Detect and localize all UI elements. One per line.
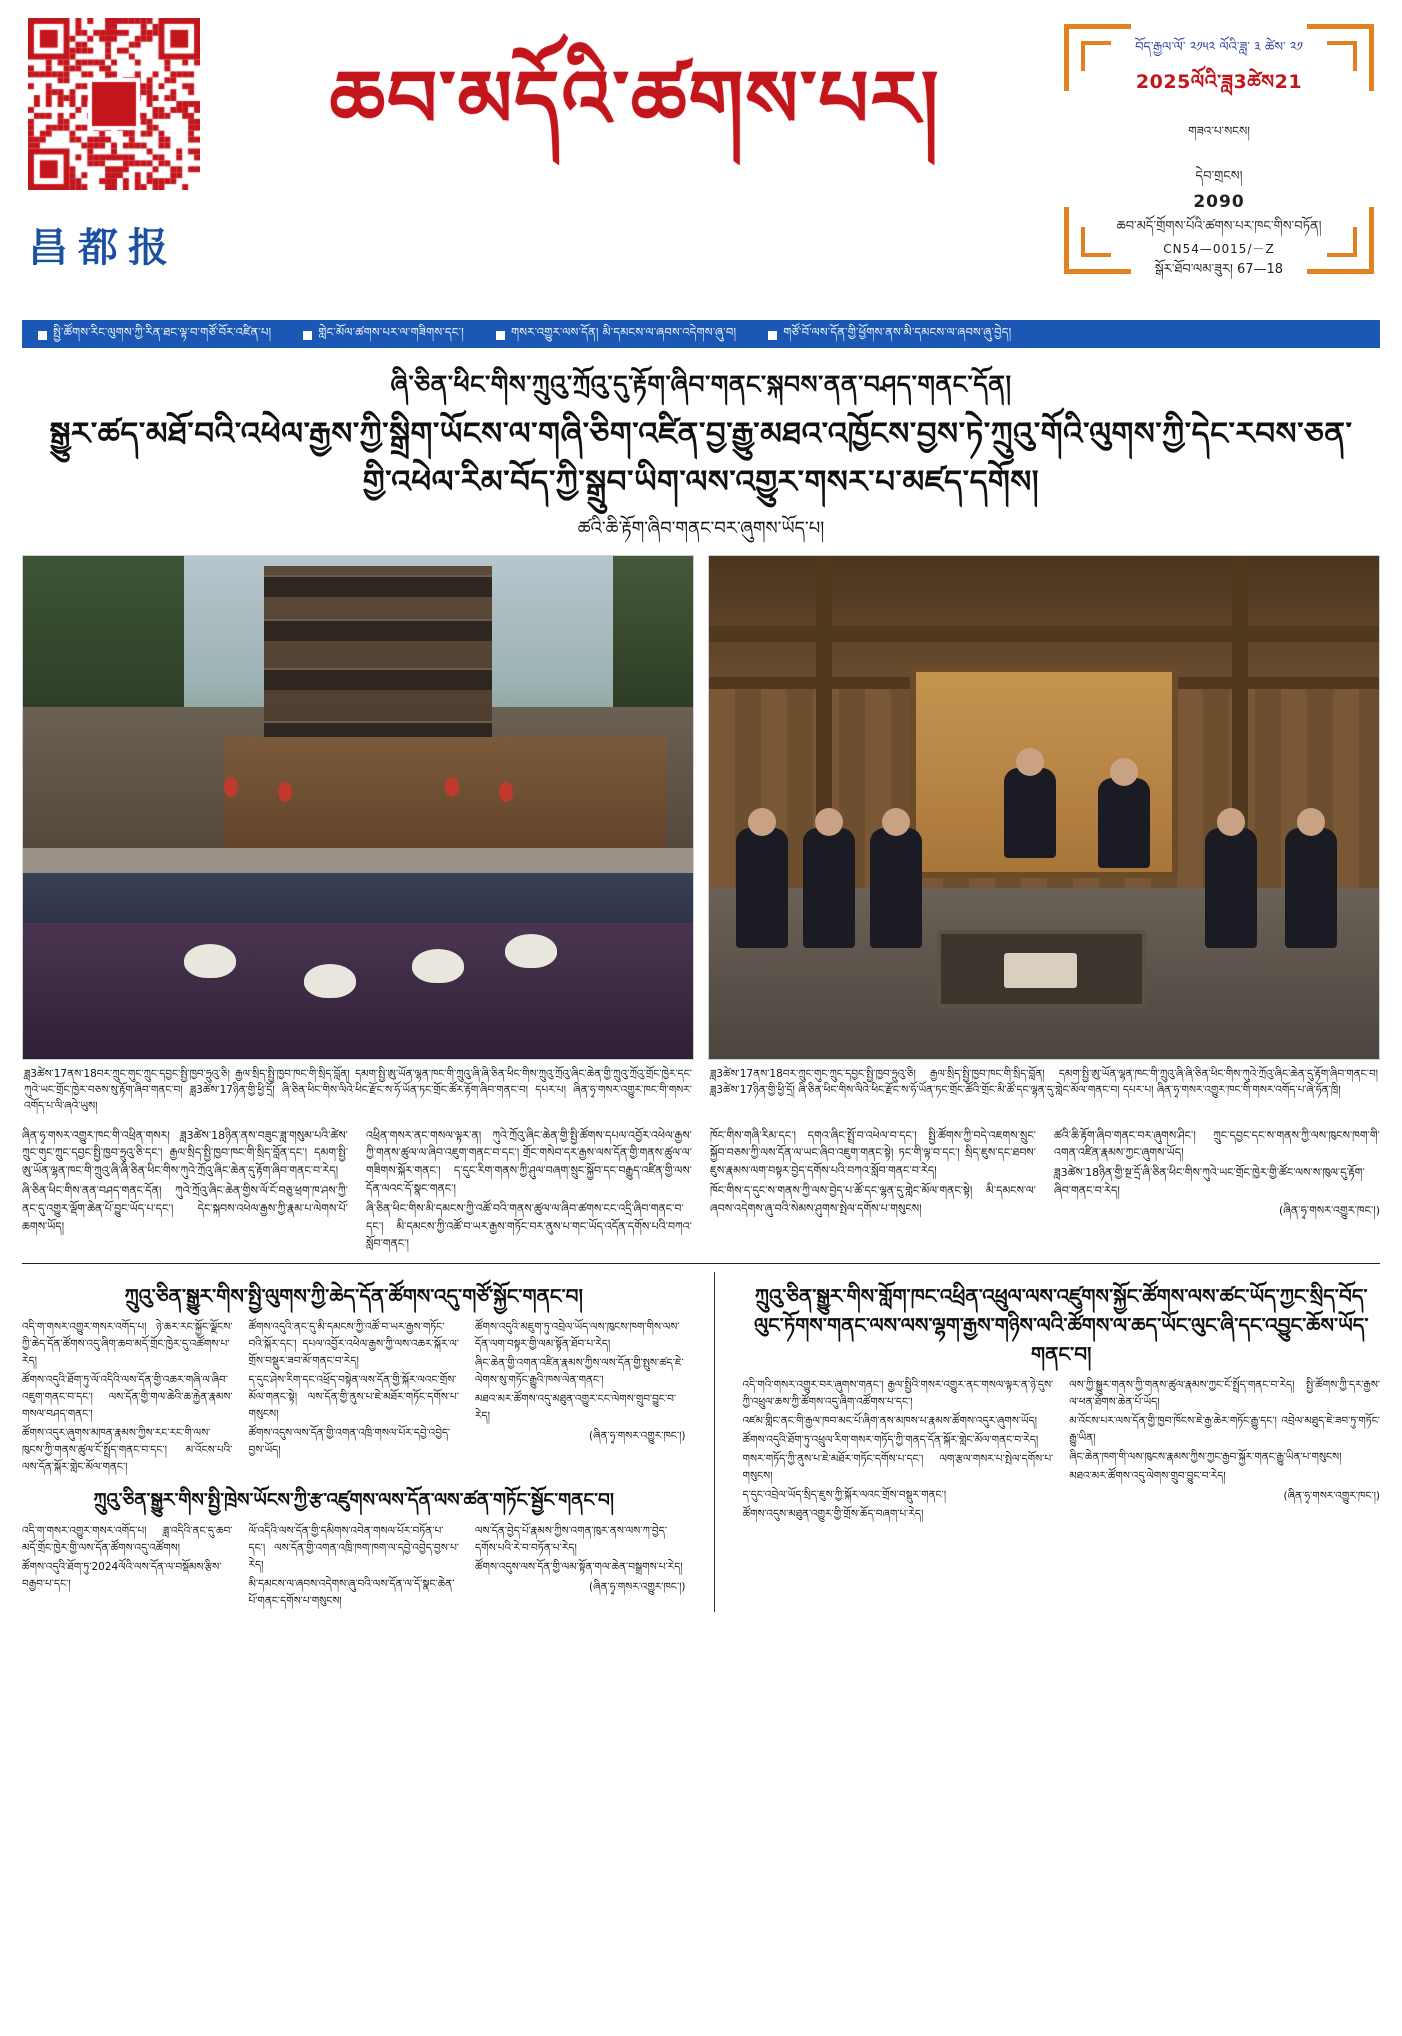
paragraph: འདི་ག་གསར་འགྱུར་གསར་འགོད་པ། ཟླ་འདིའི་ནང་དུ་ཆབ་མདོ་གྲོང་ཁྱེར་གྱི་ལས་དོན་ཚོགས་འདུ་འཚོགས། xyxy=(22,1525,233,1555)
lower-right-column xyxy=(743,1272,1380,1612)
paragraph: ཚོགས་འདུའི་ཐོག་ཏུ་འཕྲུལ་རིག་གསར་གཏོད་ཀྱི་གནད་དོན་སྐོར་གླེང་མོལ་གནང་བ་རེད། xyxy=(742,1434,1039,1447)
article-signature: (ཞིན་ཧྭ་གསར་འགྱུར་ཁང་།) xyxy=(589,1581,686,1594)
paragraph: ད་དུང་ཤེས་རིག་དང་འཕྲོད་བསྟེན་ལས་དོན་གྱི་སྐོར་ལའང་གྲོས་མོལ་གནང་སྟེ། ལས་དོན་གྱི་ནུས་པ་ཇེ་མཐོར་གཏོང་དགོས་པ་གསུངས། xyxy=(248,1374,459,1421)
lead-subhead: ཚའི་ཆི་རྟོག་ཞིབ་གནང་བར་ཞུགས་ཡོད་པ། xyxy=(577,517,825,539)
paragraph: ཚོགས་འདུས་ལས་དོན་གྱི་ལམ་སྟོན་གལ་ཆེན་བསྒྲགས་པ་རེད། xyxy=(475,1561,683,1574)
photo-caption: ཟླ3ཚེས་17ནས་18བར་ཀྲུང་གུང་ཀྲུང་དབྱང་སྤྱི་ཁྱབ་ཧྲུའུ་ཅི། རྒྱལ་སྲིད་སྤྱི་ཁྱབ་ཁང་གི་སྲིད་བློན། དམག་སྤྱི་ཨུ་ཡོན་ལྷན་ཁང་གི་ཀྲུའུ་ཞི་ཞི་ཅིན་ཕིང་གིས་ཀུའེ་ཀྲོའུ་ཞིང་ཆེན་དུ་རྟོག་ཞིབ་གནང་བ། ཟླ3ཚེས་17ཉིན་གྱི་ཕྱི་དྲོ། ཞི་ཅིན་ཕིང་གིས་ལིའེ་ཕིང་རྫོང་ས་ཧོ་ཡོན་ཏང་གྲོང་ཚོའི་གྲོང་མི་ཚོ་དང་ལྷན་དུ་གླེང་མོལ་གནང་བ། དཔར་པ། ཞིན་ཧྭ་གསར་འགྱུར་ཁང་གི་གསར་འགོད་པ་ཞེ་ཧོན་ཁྲི། xyxy=(710,1067,1378,1097)
section-column-1 xyxy=(22,1523,233,1612)
paragraph: ཞིང་ཆེན་གྱི་འགན་འཛིན་རྣམས་ཀྱིས་ལས་དོན་གྱི་སྤུས་ཚད་ཇེ་ལེགས་སུ་གཏོང་རྒྱུའི་ཁས་ལེན་གནང་། xyxy=(475,1357,684,1387)
page-title: ཆབ་མདོའི་ཚགས་པར། xyxy=(329,55,941,145)
square-bullet-icon xyxy=(496,331,505,340)
lead-headline-block xyxy=(0,348,1402,545)
article-signature: (ཞིན་ཧྭ་གསར་འགྱུར་ཁང་།) xyxy=(1278,1203,1380,1217)
section-column-1 xyxy=(22,1319,233,1478)
lead-body-column-1 xyxy=(22,1127,348,1256)
section-title: ཀྲུའུ་ཅིན་སྒྱུར་གིས་སྤྱི་ལུགས་ཀྱི་ཆེད་དོན་ཚོགས་འདུ་གཙོ་སྐྱོང་གནང་བ། xyxy=(124,1284,583,1309)
photo-village-gathering xyxy=(22,555,694,1060)
issue-label: དེབ་གྲངས། xyxy=(1195,168,1243,184)
paragraph: མཐའ་མར་ཚོགས་འདུ་མཐུན་འགྱུར་ངང་ལེགས་གྲུབ་བྱུང་བ་རེད། xyxy=(475,1393,677,1423)
lead-body-column-2 xyxy=(366,1127,692,1256)
section-divider xyxy=(22,1263,1380,1264)
paragraph: ཟླ3ཚེས་18ཉིན་གྱི་སྔ་དྲོ་ཞི་ཅིན་ཕིང་གིས་ཀུའེ་ཡང་གྲོང་ཁྱེར་གྱི་ཚོང་ལས་ས་ཁུལ་དུ་རྟོག་ཞིབ་གནང་བ་རེད། xyxy=(1054,1166,1365,1198)
nav-item-label: གཙོ་བོ་ལས་དོན་གྱི་ཕྱོགས་ནས་མི་དམངས་ལ་ཞབས་ཞུ་བྱེད། xyxy=(783,324,1012,339)
lead-headline: སྒྱུར་ཚད་མཐོ་བའི་འཕེལ་རྒྱས་ཀྱི་སྒྲིག་ཡོངས་ལ་གཞི་ཅིག་འཛིན་བྱ་རྒྱུ་མཐའ་འཁྱོངས་བྱས་ཏེ་ཀྲུའུ་གོའི་ལུགས་ཀྱི་དེང་རབས་ཅན་གྱི་འཕེལ་རིམ་བོད་ཀྱི་སྒྲུབ་ཡིག་ལས་འགྱུར་གསར་པ་མཛད་དགོས། xyxy=(49,415,1353,500)
section-title: ཀྲུའུ་ཅིན་སྒྱུར་གིས་སྤྱི་ཁྲེས་ཡོངས་ཀྱི་རྩ་འཛུགས་ལས་དོན་ལས་ཚན་གཏོང་སྦྱོང་གནང་བ། xyxy=(93,1490,614,1512)
chinese-paper-name: 昌都报 xyxy=(28,225,178,271)
photo-column-right xyxy=(708,555,1380,1115)
price-value: 67—18 xyxy=(1236,261,1284,277)
paragraph: འཛམ་གླིང་ནང་གི་རྒྱལ་ཁབ་མང་པོ་ཞིག་ནས་མཁས་པ་རྣམས་ཚོགས་འདུར་ཞུགས་ཡོད། xyxy=(742,1415,1038,1428)
article-signature: (ཞིན་ཧྭ་གསར་འགྱུར་ཁང་།) xyxy=(589,1430,686,1443)
paragraph: ཚོགས་འདུར་ཞུགས་མཁན་རྣམས་ཀྱིས་རང་རང་གི་ལས་ཁུངས་ཀྱི་གནས་ཚུལ་ངོ་སྤྲོད་གནང་བ་དང་། མ་འོངས་པའི་ལས་དོན་སྐོར་གླེང་མོལ་གནང་། xyxy=(22,1427,233,1474)
paragraph: འདི་ག་གསར་འགྱུར་གསར་འགོད་པ། ཉེ་ཆར་རང་སྐྱོང་ལྗོངས་ཀྱི་ཆེད་དོན་ཚོགས་འདུ་ཞིག་ཆབ་མདོ་གྲོང་ཁྱེར་དུ་འཚོགས་པ་རེད། xyxy=(22,1321,233,1368)
tibetan-date: བོད་རྒྱལ་ལོ་ ༢༡༥༢ ལོའི་ཟླ་ ༣ ཚེས་ ༢༡ xyxy=(1135,40,1303,55)
nav-item-3[interactable] xyxy=(752,319,1027,352)
section-column-2 xyxy=(1069,1377,1380,1525)
qr-block xyxy=(28,18,206,273)
section-column-2 xyxy=(249,1523,460,1612)
masthead xyxy=(0,0,1402,318)
paragraph: མི་དམངས་ལ་ཞབས་འདེགས་ཞུ་བའི་ལས་དོན་ལ་དོ་སྣང་ཆེན་པོ་གནང་དགོས་པ་གསུངས། xyxy=(248,1578,455,1608)
section-column-3 xyxy=(475,1319,686,1478)
qr-code[interactable] xyxy=(28,18,200,190)
paragraph: ཚོགས་འདུའི་ཐོག་ཏུ་ལོ་འདིའི་ལས་དོན་གྱི་འཆར་གཞི་ལ་ཞིབ་འཇུག་གནང་བ་དང་། ལས་དོན་གྱི་གལ་ཆེའི་ཆ་རྐྱེན་རྣམས་གསལ་བཤད་གནང་། xyxy=(22,1374,233,1421)
section-column-3 xyxy=(475,1523,686,1612)
price-label: སྒོར་ཐོབ་ལམ་ཟུར། xyxy=(1154,261,1233,277)
square-bullet-icon xyxy=(38,331,47,340)
gregorian-date: 2025ལོའི་ཟླ3ཚེས21 xyxy=(1135,70,1303,93)
paragraph: ཞི་ཅིན་ཕིང་གིས་ནན་བཤད་གནང་དོན། ཀུའེ་ཀྲོའུ་ཞིང་ཆེན་གྱིས་ལོ་ངོ་བཅུ་ཕྲག་ཁ་ཤས་ཀྱི་ནང་དུ་འགྱུར་ལྡོག་ཆེན་པོ་བྱུང་ཡོད་པ་དང་། དེང་སྐབས་འཕེལ་རྒྱས་ཀྱི་རྣམ་པ་ལེགས་པོ་ཆགས་ཡོད། xyxy=(22,1184,348,1233)
nav-item-2[interactable] xyxy=(480,319,752,352)
paragraph: ལས་དོན་བྱེད་པོ་རྣམས་ཀྱིས་འགན་ཁུར་ནས་ལས་ཀ་བྱེད་དགོས་པའི་རེ་བ་བཏོན་པ་རེད། xyxy=(475,1525,668,1555)
lead-body xyxy=(22,1127,1380,1256)
section-columns xyxy=(743,1377,1380,1525)
issue-info-block xyxy=(1064,24,1374,277)
paragraph: ཚོགས་འདུའི་ནང་དུ་མི་དམངས་ཀྱི་འཚོ་བ་ཡར་རྒྱས་གཏོང་བའི་སྐོར་དང་། དཔལ་འབྱོར་འཕེལ་རྒྱས་ཀྱི་ལས་འཆར་སྐོར་ལ་གྲོས་བསྡུར་ཟབ་མོ་གནང་བ་རེད། xyxy=(248,1321,459,1368)
photo-column-left xyxy=(22,555,694,1115)
paragraph: ཁོང་གིས་གཞི་རིམ་དང་། དགའ་ཞིང་སྤྲོ་བ་འཕེལ་བ་དང་། སྤྱི་ཚོགས་ཀྱི་བདེ་འཇགས་སྲུང་སྐྱོབ་བཅས་ཀྱི་ལས་དོན་ལ་ཡང་ཞིབ་འཇུག་གནང་སྟེ། ཏང་གི་ལྟ་བ་དང་། སྲིད་ཇུས་དང་ཐབས་ཇུས་རྣམས་ལག་བསྟར་བྱེད་དགོས་པའི་བཀའ་སློབ་གནང་བ་རེད། xyxy=(710,1128,1036,1178)
lead-kicker: ཞི་ཅིན་ཕིང་གིས་ཀྲུའུ་ཀྲོའུ་དུ་རྟོག་ཞིབ་གནང་སྐབས་ནན་བཤད་གནང་དོན། xyxy=(390,370,1012,399)
paragraph: ཚའི་ཆི་རྟོག་ཞིབ་གནང་བར་ཞུགས་ཤིང་། ཀྲུང་དབྱང་དང་ས་གནས་ཀྱི་ལས་ཁུངས་ཁག་གི་འགན་འཛིན་རྣམས་ཀྱང་ཞུགས་ཡོད། xyxy=(1054,1128,1380,1160)
paragraph: ད་དུང་འབྲེལ་ཡོད་སྲིད་ཇུས་ཀྱི་སྐོར་ལའང་གྲོས་བསྡུར་གནང་། xyxy=(742,1489,947,1502)
issue-number: 2090 xyxy=(1193,191,1245,212)
lower-left-column xyxy=(22,1272,686,1612)
paragraph: ཞིན་ཧྭ་གསར་འགྱུར་ཁང་གི་འཕྲིན་གསར། ཟླ3ཚེས་18ཉིན་ནས་བཟུང་ཟླ་གསུམ་པའི་ཚེས་ ཀྲུང་གུང་ཀྲུང་དབྱང་སྤྱི་ཁྱབ་ཧྲུའུ་ཅི་དང་། རྒྱལ་སྲིད་སྤྱི་ཁྱབ་ཁང་གི་སྲིད་བློན་དང་། དམག་སྤྱི་ཨུ་ཡོན་ལྷན་ཁང་གི་ཀྲུའུ་ཞི་ཞི་ཅིན་ཕིང་གིས་ཀུའེ་ཀྲོའུ་ཞིང་ཆེན་དུ་རྟོག་ཞིབ་གནང་བ་རེད། xyxy=(22,1128,348,1178)
lead-body-column-3 xyxy=(710,1127,1036,1256)
paragraph: ཞི་ཅིན་ཕིང་གིས་མི་དམངས་ཀྱི་འཚོ་བའི་གནས་ཚུལ་ལ་ཞིབ་ཚགས་ངང་འདྲི་ཞིབ་གནང་བ་དང་། མི་དམངས་ཀྱི་འཚོ་བ་ཡར་རྒྱས་གཏོང་བར་ནུས་པ་གང་ཡོད་འདོན་དགོས་པའི་བཀའ་སློབ་གནང་། xyxy=(366,1201,692,1251)
nav-item-0[interactable] xyxy=(22,319,287,352)
lead-body-column-4 xyxy=(1054,1127,1380,1256)
photo-caption: ཟླ3ཚེས་17ནས་18བར་ཀྲུང་གུང་ཀྲུང་དབྱང་སྤྱི་ཁྱབ་ཧྲུའུ་ཅི། རྒྱལ་སྲིད་སྤྱི་ཁྱབ་ཁང་གི་སྲིད་བློན། དམག་སྤྱི་ཨུ་ཡོན་ལྷན་ཁང་གི་ཀྲུའུ་ཞི་ཞི་ཅིན་ཕིང་གིས་ཀྲུའུ་ཀྲོའུ་ཞིང་ཆེན་གྱི་ཀྲུའུ་ཀྲོའུ་གྲོང་ཁྱེར་དང་ཀུའེ་ཡང་གྲོང་ཁྱེར་བཅས་སུ་རྟོག་ཞིབ་གནང་བ། ཟླ3ཚེས་17ཉིན་གྱི་ཕྱི་དྲོ། ཞི་ཅིན་ཕིང་གིས་ལིའེ་ཕིང་རྫོང་ས་ཧོ་ཡོན་ཏང་གྲོང་ཚོར་རྟོག་ཞིབ་གནང་བ། དཔར་པ། ཞིན་ཧྭ་གསར་འགྱུར་ཁང་གི་གསར་འགོད་པ་ལི་ཞའེ་ཡུས། xyxy=(24,1067,692,1113)
paragraph: ཚོགས་འདུས་མཐུན་འགྱུར་གྱི་གྲོས་ཆོད་བཞག་པ་རེད། xyxy=(742,1508,924,1521)
paragraph: འདི་གའི་གསར་འགྱུར་བར་ཞུགས་གནང་། རྒྱལ་སྤྱིའི་གསར་འགྱུར་ནང་གསལ་ལྟར་ན་ཉེ་དུས་ཀྱི་འཕྲུལ་ཆས་ཀྱི་ཚོགས་འདུ་ཞིག་འཚོགས་པ་དང་། xyxy=(742,1379,1054,1409)
section-columns xyxy=(22,1523,686,1612)
paragraph: ཚོགས་འདུས་ལས་དོན་གྱི་འགན་འཁྲི་གསལ་པོར་དབྱེ་འབྱེད་བྱས་ཡོད། xyxy=(248,1427,451,1457)
paragraph: ཁོང་གིས་ད་དུང་ས་གནས་ཀྱི་ལས་བྱེད་པ་ཚོ་དང་ལྷན་དུ་གླེང་མོལ་གནང་སྟེ། མི་དམངས་ལ་ཞབས་འདེགས་ཞུ་བའི་སེམས་ཤུགས་སྤེལ་དགོས་པ་གསུངས། xyxy=(710,1184,1036,1215)
nav-item-label: སྤྱི་ཚོགས་རིང་ལུགས་ཀྱི་རིན་ཐང་ལྟ་བ་གཙོ་བོར་འཛིན་པ། xyxy=(53,324,272,339)
paragraph: ཚོགས་འདུའི་མཇུག་ཏུ་འབྲེལ་ཡོད་ལས་ཁུངས་ཁག་གིས་ལས་དོན་ལག་བསྟར་གྱི་ལམ་སྟོན་ཐོབ་པ་རེད། xyxy=(475,1321,680,1351)
paragraph: མཐའ་མར་ཚོགས་འདུ་ལེགས་གྲུབ་བྱུང་བ་རེད། xyxy=(1069,1470,1226,1483)
paragraph: གསར་གཏོད་ཀྱི་ནུས་པ་ཇེ་མཐོར་གཏོང་དགོས་པ་དང་། ལག་རྩལ་གསར་པ་སྤེལ་དགོས་པ་གསུངས། xyxy=(742,1453,1054,1483)
square-bullet-icon xyxy=(768,331,777,340)
cn-code: CN54—0015/－Z xyxy=(1163,241,1275,256)
square-bullet-icon xyxy=(303,331,312,340)
paragraph: ལས་ཀྱི་སྒྱུར་གནས་ཀྱི་གནས་ཚུལ་རྣམས་ཀྱང་ངོ་སྤྲོད་གནང་བ་རེད། སྤྱི་ཚོགས་ཀྱི་དར་རྒྱས་ལ་ཕན་ཐོགས་ཆེན་པོ་ཡོད། xyxy=(1069,1379,1381,1409)
paragraph: ལོ་འདིའི་ལས་དོན་གྱི་དམིགས་འབེན་གསལ་པོར་བཏོན་པ་དང་། ལས་དོན་གྱི་འགན་འཁྲི་ཁག་ཁག་ལ་དབྱེ་འབྱེད་བྱས་པ་རེད། xyxy=(248,1525,459,1572)
title-block xyxy=(206,18,1064,150)
section-title: ཀྲུའུ་ཅིན་སྒྱུར་གིས་གློག་ཁང་འཕྲིན་འཕྲུལ་ལས་འཛུགས་སྐྱོང་ཚོགས་ལས་ཚང་ཡོད་ཀྱང་སྲིད་བོད་ལུང་ཏོགས་གནང་ལས་ལས་ལྷག་རྒྱས་གཉིས་ལའི་ཚོགས་ལ་ཆད་ཡོང་ལུང་ཞི་དང་འབྱུང་ཆོས་ཡོད་གནང་བ། xyxy=(753,1284,1369,1367)
weekday: གཟའ་པ་སངས། xyxy=(1188,123,1250,138)
publisher-line: ཆབ་མདོ་གྲོགས་པོའི་ཚགས་པར་ཁང་གིས་བཏོན། xyxy=(1116,219,1322,235)
section-column-1 xyxy=(743,1377,1054,1525)
section-column-2 xyxy=(249,1319,460,1478)
nav-item-label: གླེང་མོལ་ཚགས་པར་ལ་གཟིགས་དང་། xyxy=(318,324,464,339)
lower-sections xyxy=(22,1272,1380,1612)
paragraph: འཕྲིན་གསར་ནང་གསལ་ལྟར་ན། ཀུའེ་ཀྲོའུ་ཞིང་ཆེན་གྱི་སྤྱི་ཚོགས་དཔལ་འབྱོར་འཕེལ་རྒྱས་ཀྱི་གནས་ཚུལ་ལ་ཞིབ་འཇུག་གནང་བ་དང་། གྲོང་གསེབ་དར་རྒྱས་ལས་དོན་གྱི་གནས་ཚུལ་ལ་གཟིགས་སྐོར་གནང་། ད་དུང་རིག་གནས་ཀྱི་ཤུལ་བཞག་སྲུང་སྐྱོབ་དང་བརྒྱུད་འཛིན་གྱི་ལས་དོན་ལའང་དོ་སྣང་གནང་། xyxy=(366,1128,692,1196)
paragraph: ཞིང་ཆེན་ཁག་གི་ལས་ཁུངས་རྣམས་ཀྱིས་ཀྱང་རྒྱབ་སྐྱོར་གནང་རྒྱུ་ཡིན་པ་གསུངས། xyxy=(1069,1451,1342,1464)
paragraph: མ་འོངས་པར་ལས་དོན་གྱི་ཁྱབ་ཁོངས་ཇེ་རྒྱ་ཆེར་གཏོང་རྒྱུ་དང་། འབྲེལ་མཐུད་ཇེ་ཟབ་ཏུ་གཏོང་རྒྱུ་ཡིན། xyxy=(1069,1415,1381,1445)
section-columns xyxy=(22,1319,686,1478)
nav-item-label: གསར་འགྱུར་ལས་དོན། མི་དམངས་ལ་ཞབས་འདེགས་ཞུ་བ། xyxy=(510,324,737,339)
photo-interior-meeting xyxy=(708,555,1380,1060)
nav-item-1[interactable] xyxy=(287,319,480,352)
photo-row xyxy=(22,555,1380,1115)
paragraph: ཚོགས་འདུའི་ཐོག་ཏུ་2024ལོའི་ལས་དོན་ལ་བསྡོམས་རྩིས་བརྒྱབ་པ་དང་། xyxy=(22,1561,222,1591)
nav-bar xyxy=(22,320,1380,348)
price-line xyxy=(1116,259,1322,281)
article-signature: (ཞིན་ཧྭ་གསར་འགྱུར་ཁང་།) xyxy=(1283,1490,1381,1503)
vertical-divider xyxy=(714,1272,715,1612)
